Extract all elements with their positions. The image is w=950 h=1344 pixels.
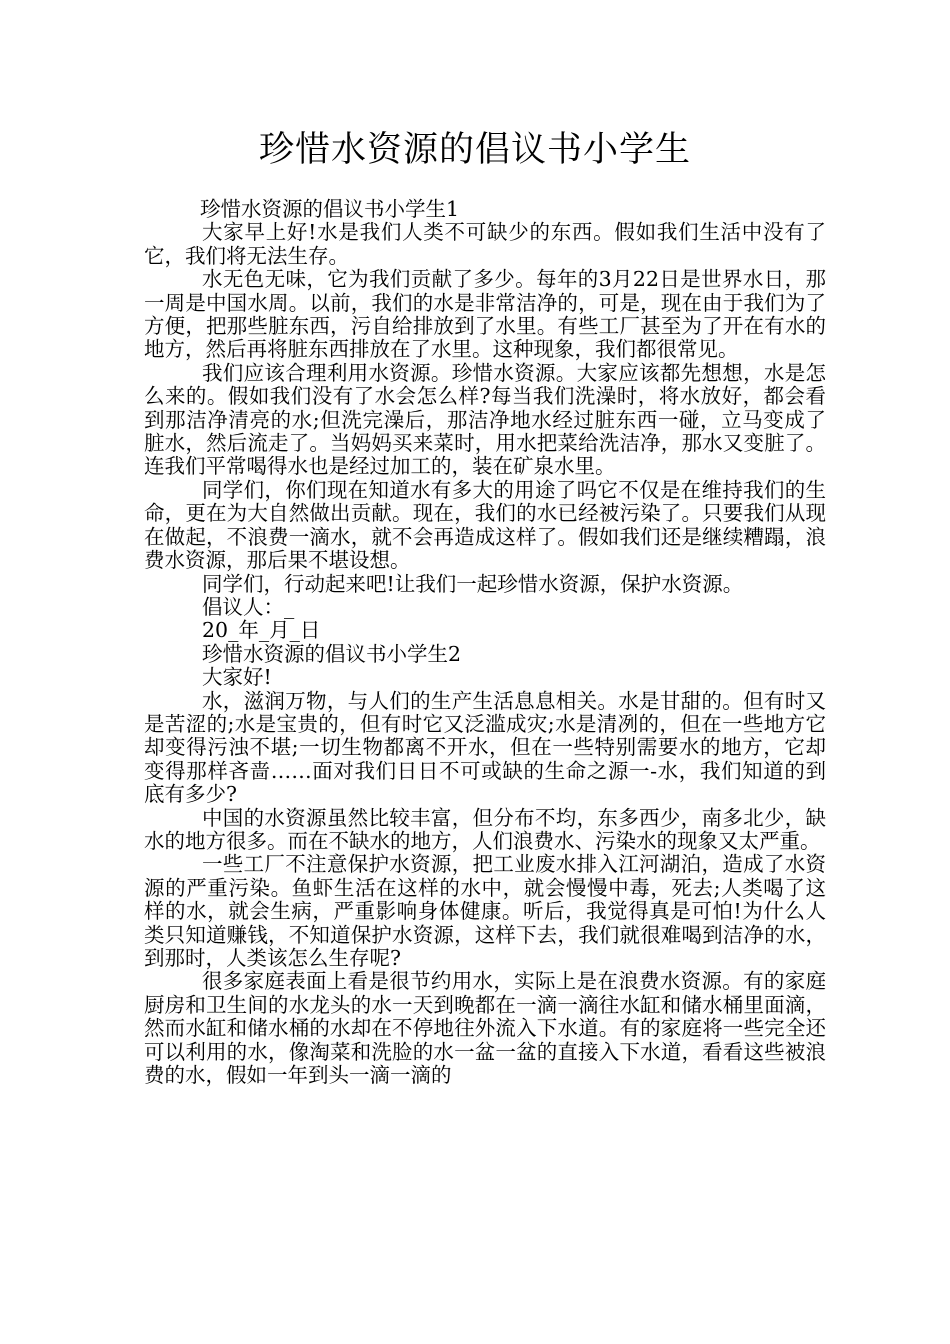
date-line: 20_年_月_日: [202, 618, 321, 643]
paragraph: 一些工厂不注意保护水资源，把工业废水排入江河湖泊，造成了水资源的严重污染。鱼虾生活在这样的水中，就会慢慢中毒，死去;人类喝了这样的水，就会生病，严重影响身体健康。听后，我觉得真是可怕!为什么人类只知道赚钱，不知道保护水资源，这样下去，我们就很难喝到洁净的水，到那时，人类该怎么生存呢?: [144, 852, 826, 970]
paragraph: 很多家庭表面上看是很节约用水，实际上是在浪费水资源。有的家庭厨房和卫生间的水龙头的水一天到晚都在一滴一滴往水缸和储水桶里面滴，然而水缸和储水桶的水却在不停地往外流入下水道。有的家庭将一些完全还可以利用的水，像淘菜和洗脸的水一盆一盆的直接入下水道，看看这些被浪费的水，假如一年到头一滴一滴的: [144, 969, 826, 1088]
paragraph: 水无色无味，它为我们贡献了多少。每年的3月22日是世界水日，那一周是中国水周。以前，我们的水是非常洁净的，可是，现在由于我们为了方便，把那些脏东西，污自给排放到了水里。有些工厂甚至为了开在有水的地方，然后再将脏东西排放在了水里。这种现象，我们都很常见。: [144, 267, 826, 362]
paragraph: 大家早上好!水是我们人类不可缺少的东西。假如我们生活中没有了它，我们将无法生存。: [144, 220, 826, 268]
document-body: [144, 198, 826, 1087]
paragraph: 中国的水资源虽然比较丰富，但分布不均，东多西少，南多北少，缺水的地方很多。而在不缺水的地方，人们浪费水、污染水的现象又太严重。: [144, 805, 826, 853]
signature-line: 倡议人：_: [202, 594, 295, 619]
paragraph: 我们应该合理利用水资源。珍惜水资源。大家应该都先想想，水是怎么来的。假如我们没有了水会怎么样?每当我们洗澡时，将水放好，都会看到那洁净清亮的水;但洗完澡后，那洁净地水经过脏东西一碰，立马变成了脏水，然后流走了。当妈妈买来菜时，用水把菜给洗洁净，那水又变脏了。连我们平常喝得水也是经过加工的，装在矿泉水里。: [144, 360, 826, 479]
paragraph: 水，滋润万物，与人们的生产生活息息相关。水是甘甜的。但有时又是苦涩的;水是宝贵的，但有时它又泛滥成灾;水是清冽的，但在一些地方它却变得污浊不堪;一切生物都离不开水，但在一些特别需要水的地方，它却变得那样吝啬……面对我们日日不可或缺的生命之源一-水，我们知道的到底有多少?: [144, 688, 826, 807]
paragraph: 同学们，行动起来吧!让我们一起珍惜水资源，保护水资源。: [202, 571, 744, 596]
section-heading: 珍惜水资源的倡议书小学生2: [202, 641, 462, 666]
greeting: 大家好!: [202, 665, 272, 690]
paragraph: 同学们，你们现在知道水有多大的用途了吗它不仅是在维持我们的生命，更在为大自然做出贡献。现在，我们的水已经被污染了。只要我们从现在做起，不浪费一滴水，就不会再造成这样了。假如我们还是继续糟蹋，浪费水资源，那后果不堪设想。: [144, 477, 826, 573]
document-title: 珍惜水资源的倡议书小学生: [258, 130, 691, 170]
section-heading: 珍惜水资源的倡议书小学生1: [200, 197, 460, 221]
